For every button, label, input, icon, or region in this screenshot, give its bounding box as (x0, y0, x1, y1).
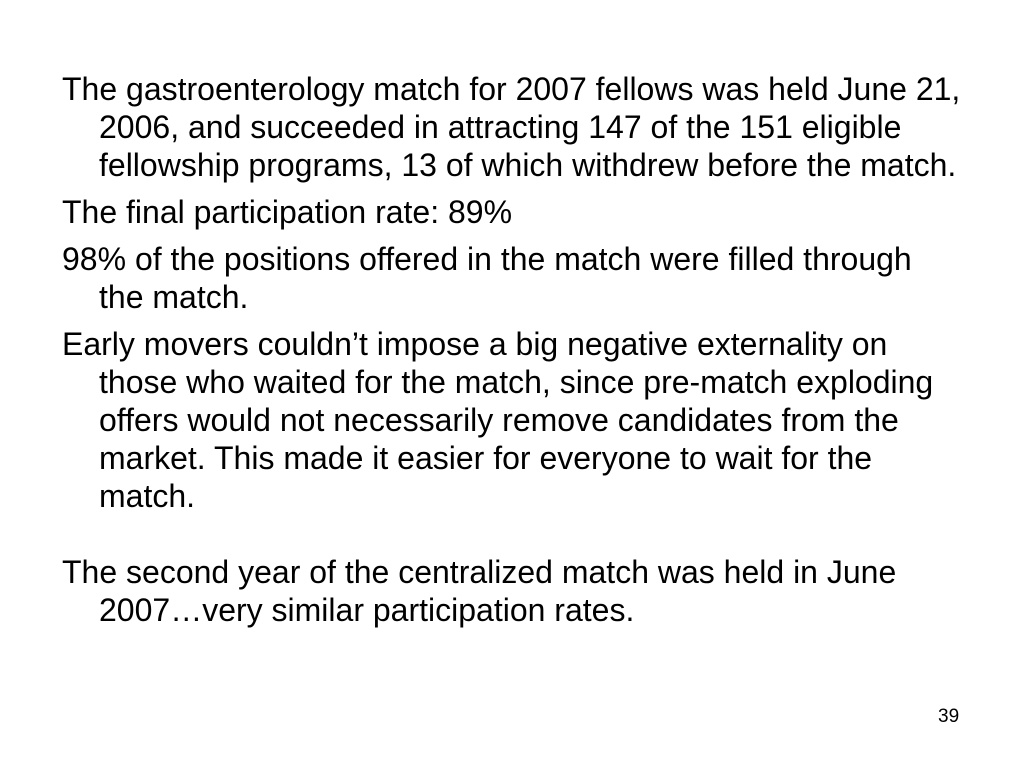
slide-body (62, 70, 962, 638)
slide-number: 39 (938, 706, 960, 727)
paragraph-participation-rate: The final participation rate: 89% (62, 194, 513, 230)
paragraph-early-movers: Early movers couldn’t impose a big negative externality on those who waited for the match, since pre-match exploding offers would not necessarily remove candidates from the market. This made it easier for everyone to wait for the match. (62, 326, 934, 514)
paragraph-second-year: The second year of the centralized match was held in June 2007…very similar participation rates. (62, 554, 897, 628)
paragraph-positions-filled: 98% of the positions offered in the match were filled through the match. (62, 241, 912, 315)
paragraph-match-summary: The gastroenterology match for 2007 fellows was held June 21, 2006, and succeeded in attracting 147 of the 151 eligible fellowship programs, 13 of which withdrew before the match. (62, 71, 961, 183)
